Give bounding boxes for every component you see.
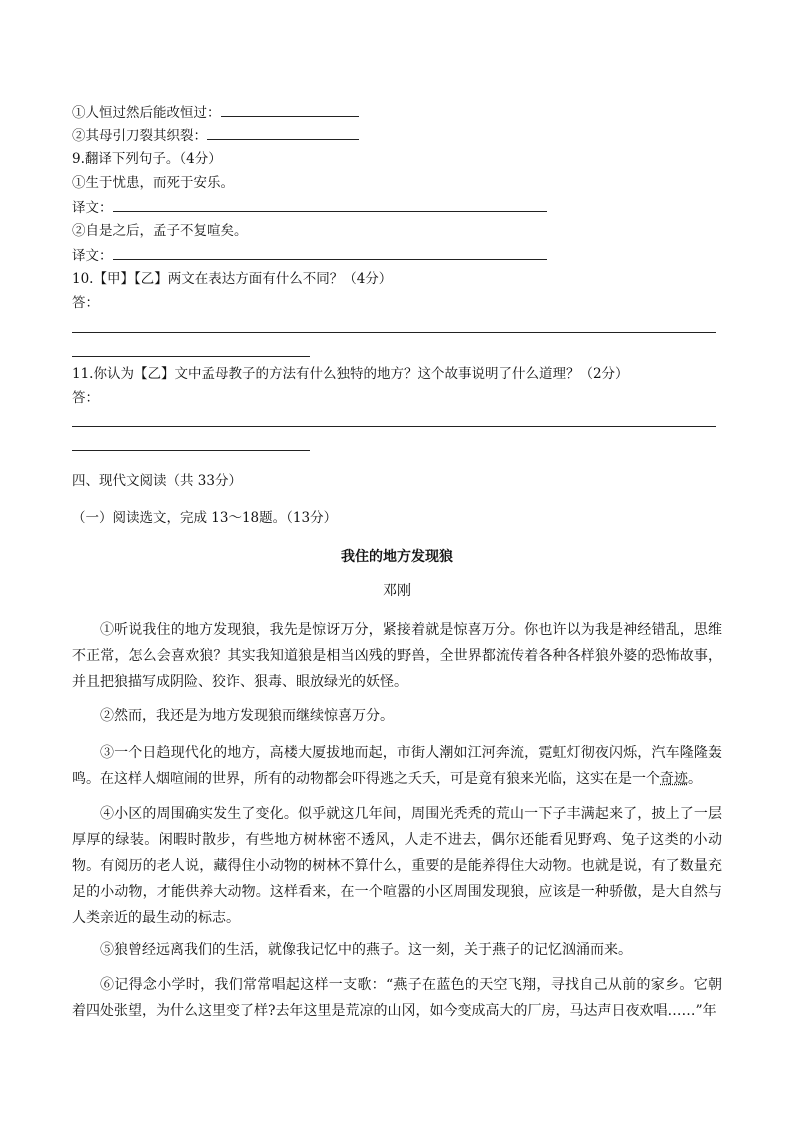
answer-line[interactable]: [72, 426, 716, 427]
q10-answer-label: 答：: [72, 295, 99, 311]
q9-translation2: [72, 246, 547, 265]
translation-label: 译文：: [72, 200, 113, 216]
q11-answer-label: 答：: [72, 390, 99, 406]
answer-line[interactable]: [72, 356, 310, 357]
article-author: 邓刚: [383, 583, 411, 599]
q8-item1-text: ①人恒过然后能改恒过：: [72, 105, 221, 121]
article-paragraph-2: ②然而，我还是为地方发现狼而继续惊喜万分。: [100, 708, 394, 724]
q9-sentence1: ①生于忧患，而死于安乐。: [72, 175, 234, 191]
section-sub-heading: （一）阅读选文，完成 13～18题。（13分）: [72, 510, 338, 526]
q9-translation1: [72, 198, 547, 217]
q11-prompt: 11.你认为【乙】文中孟母教子的方法有什么独特的地方？这个故事说明了什么道理？（2分）: [72, 366, 629, 382]
marked-word: 奇迹: [660, 771, 688, 787]
article-paragraph-1: ①听说我住的地方发现狼，我先是惊讶万分，紧接着就是惊喜万分。你也许以为我是神经错乱，思维不正常，怎么会喜欢狼？其实我知道狼是相当凶残的野兽，全世界都流传着各种各样狼外婆的恐怖故事，并且把狼描写成阴险、狡诈、狠毒、眼放绿光的妖怪。: [72, 622, 722, 690]
article-paragraph-6: ⑥记得念小学时，我们常常唱起这样一支歌：“燕子在蓝色的天空飞翔，寻找自己从前的家乡。它朝着四处张望，为什么这里变了样?去年这里是荒凉的山冈，如今变成高大的厂房，马达声日夜欢唱……”年: [72, 977, 722, 1019]
q10-prompt: 10.【甲】【乙】两文在表达方面有什么不同？（4分）: [72, 271, 393, 287]
q8-item2: [72, 126, 359, 145]
paragraph-3-text: ③一个日趋现代化的地方，高楼大厦拔地而起，市街人潮如江河奔流，霓虹灯彻夜闪烁，汽车隆隆轰鸣。在这样人烟喧闹的世界，所有的动物都会吓得逃之夭夭，可是竟有狼来光临，这实在是一个: [72, 745, 722, 787]
answer-blank[interactable]: [113, 246, 547, 260]
q9-sentence2: ②自是之后，孟子不复喧矣。: [72, 223, 248, 239]
article-paragraph-5: ⑤狼曾经远离我们的生活，就像我记忆中的燕子。这一刻，关于燕子的记忆汹涌而来。: [100, 942, 632, 958]
answer-line[interactable]: [72, 450, 310, 451]
article-title: 我住的地方发现狼: [341, 549, 453, 565]
answer-blank[interactable]: [221, 103, 359, 117]
article-paragraph-4: ④小区的周围确实发生了变化。似乎就这几年间，周围光秃秃的荒山一下子丰满起来了，披上了一层厚厚的绿装。闲暇时散步，有些地方树林密不透风，人走不进去，偶尔还能看见野鸡、兔子这类的小动物。有阅历的老人说，藏得住小动物的树林不算什么，重要的是能养得住大动物。也就是说，有了数量充足的小动物，才能供养大动物。这样看来，在一个喧嚣的小区周围发现狼，应该是一种骄傲，是大自然与人类亲近的最生动的标志。: [72, 806, 722, 926]
q9-prompt: 9.翻译下列句子。（4分）: [72, 151, 222, 167]
article-paragraph-3: [72, 740, 722, 792]
answer-blank[interactable]: [113, 198, 547, 212]
q8-item2-text: ②其母引刀裂其织裂：: [72, 128, 207, 144]
answer-line[interactable]: [72, 332, 716, 333]
section-heading: 四、现代文阅读（共 33分）: [72, 473, 242, 489]
paragraph-3-end: 。: [688, 771, 702, 787]
q8-item1: [72, 103, 359, 122]
answer-blank[interactable]: [207, 126, 359, 140]
translation-label: 译文：: [72, 248, 113, 264]
